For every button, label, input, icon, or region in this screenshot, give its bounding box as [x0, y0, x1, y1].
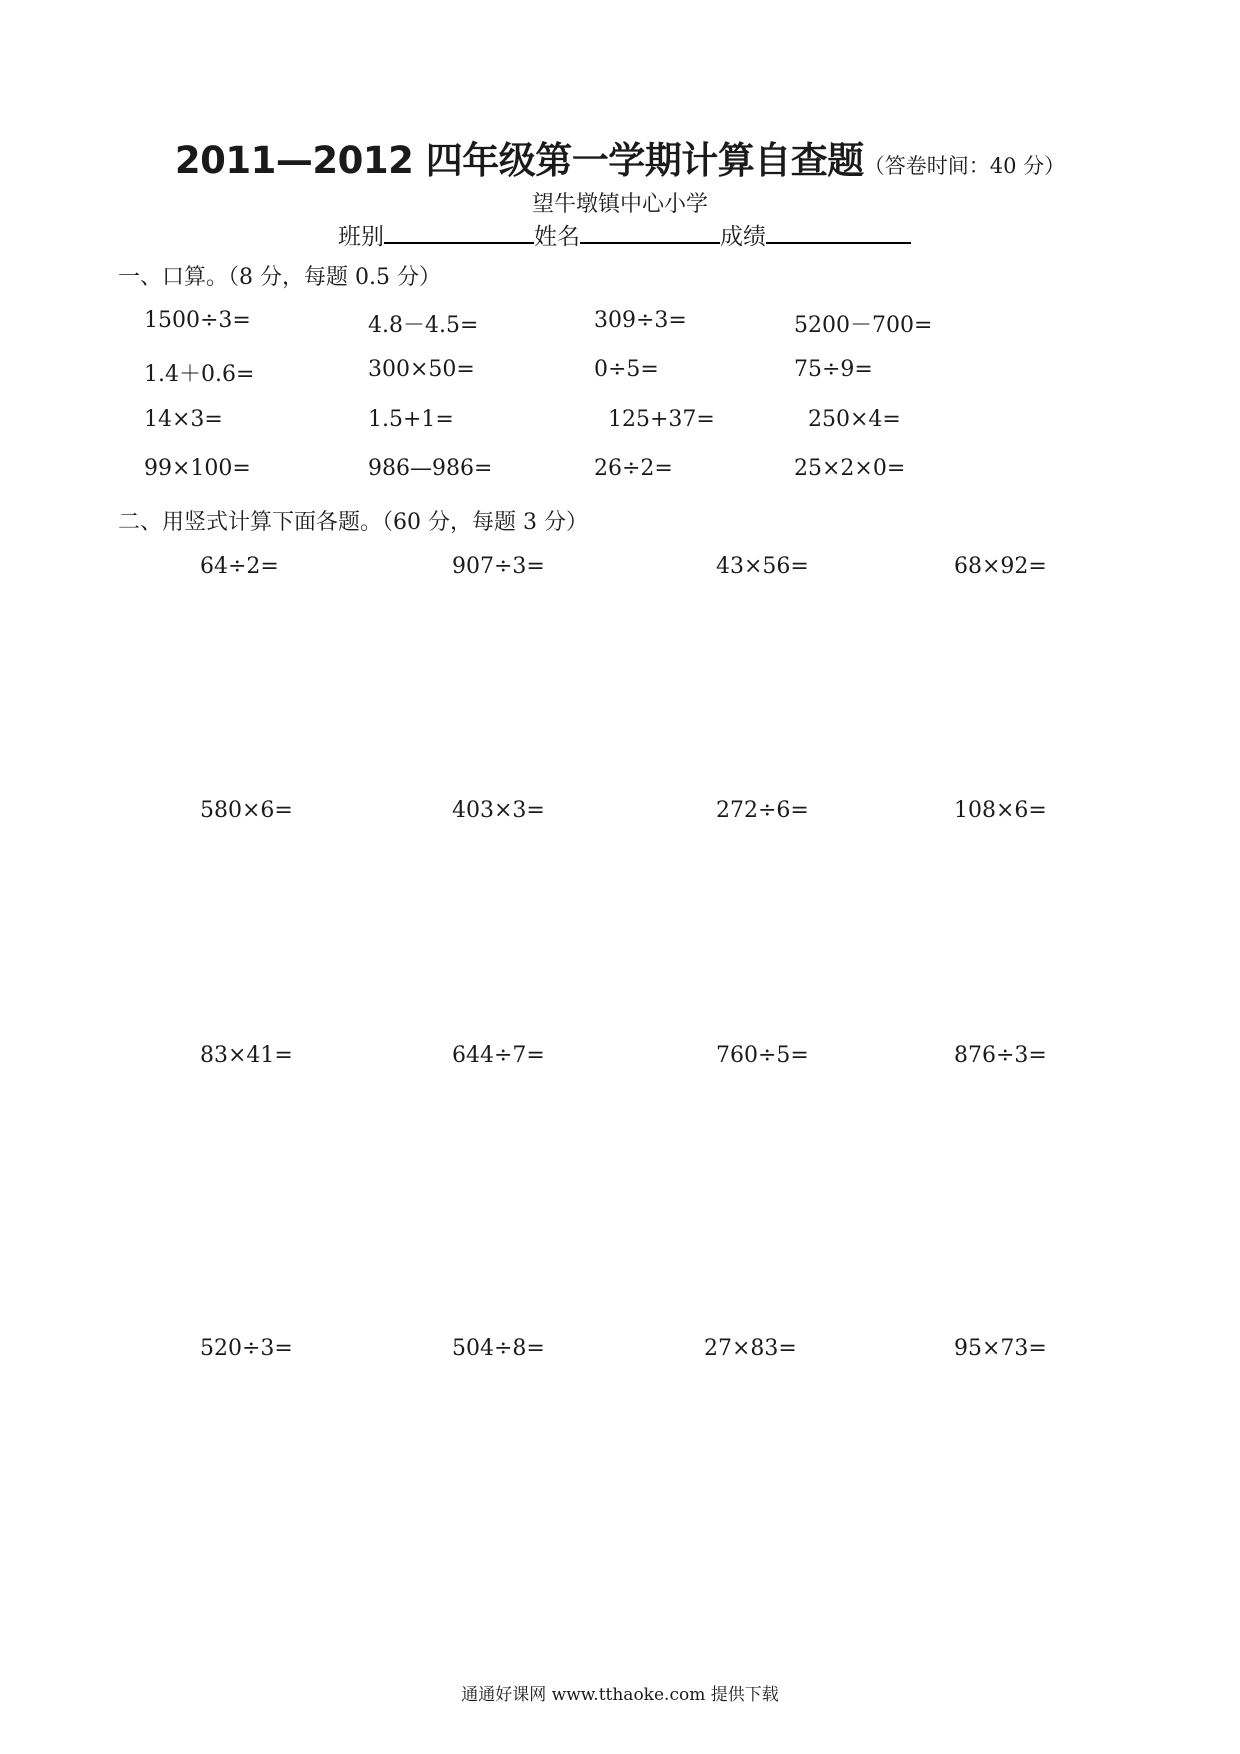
name-blank[interactable]: [580, 218, 720, 244]
vertical-item: 95×73=: [954, 1336, 1047, 1361]
time-note: （答卷时间：40 分）: [863, 154, 1066, 178]
oral-item: 0÷5=: [594, 357, 659, 382]
vertical-item: 760÷5=: [716, 1043, 809, 1068]
vertical-item: 876÷3=: [954, 1043, 1047, 1068]
vertical-item: 580×6=: [200, 798, 293, 823]
page-title: [0, 130, 1240, 184]
footer-text: 通通好课网 www.tthaoke.com 提供下载: [461, 1685, 779, 1705]
vertical-item: 520÷3=: [200, 1336, 293, 1361]
oral-item: 300×50=: [368, 357, 475, 382]
oral-item: 25×2×0=: [794, 456, 906, 481]
oral-item: 99×100=: [144, 456, 251, 481]
vertical-item: 403×3=: [452, 798, 545, 823]
oral-item: 125+37=: [608, 407, 715, 432]
title-main: 2011—2012 四年级第一学期计算自查题: [174, 139, 864, 182]
vertical-item: 108×6=: [954, 798, 1047, 823]
student-info-line: [338, 218, 911, 251]
class-label: 班别: [338, 224, 384, 250]
vertical-item: 27×83=: [704, 1336, 797, 1361]
oral-item: 4.8－4.5=: [368, 313, 479, 338]
oral-item: 75÷9=: [794, 357, 873, 382]
oral-item: 250×4=: [808, 407, 901, 432]
vertical-item: 68×92=: [954, 554, 1047, 579]
oral-item: 26÷2=: [594, 456, 673, 481]
score-blank[interactable]: [766, 218, 911, 244]
oral-item: 1500÷3=: [144, 308, 251, 333]
section1-heading: 一、口算。（8 分，每题 0.5 分）: [118, 265, 441, 290]
vertical-item: 504÷8=: [452, 1336, 545, 1361]
vertical-item: 907÷3=: [452, 554, 545, 579]
oral-item: 1.5+1=: [368, 407, 454, 432]
school-name: 望牛墩镇中心小学: [531, 192, 708, 217]
class-blank[interactable]: [384, 218, 534, 244]
vertical-item: 64÷2=: [200, 554, 279, 579]
vertical-item: 83×41=: [200, 1043, 293, 1068]
oral-item: 14×3=: [144, 407, 223, 432]
oral-item: 5200－700=: [794, 313, 933, 338]
oral-item: 986—986=: [368, 456, 493, 481]
section2-heading: 二、用竖式计算下面各题。（60 分，每题 3 分）: [118, 510, 588, 535]
score-label: 成绩: [720, 224, 766, 250]
vertical-item: 43×56=: [716, 554, 809, 579]
name-label: 姓名: [534, 224, 580, 250]
oral-item: 1.4＋0.6=: [144, 362, 255, 387]
vertical-item: 272÷6=: [716, 798, 809, 823]
vertical-item: 644÷7=: [452, 1043, 545, 1068]
oral-item: 309÷3=: [594, 308, 687, 333]
